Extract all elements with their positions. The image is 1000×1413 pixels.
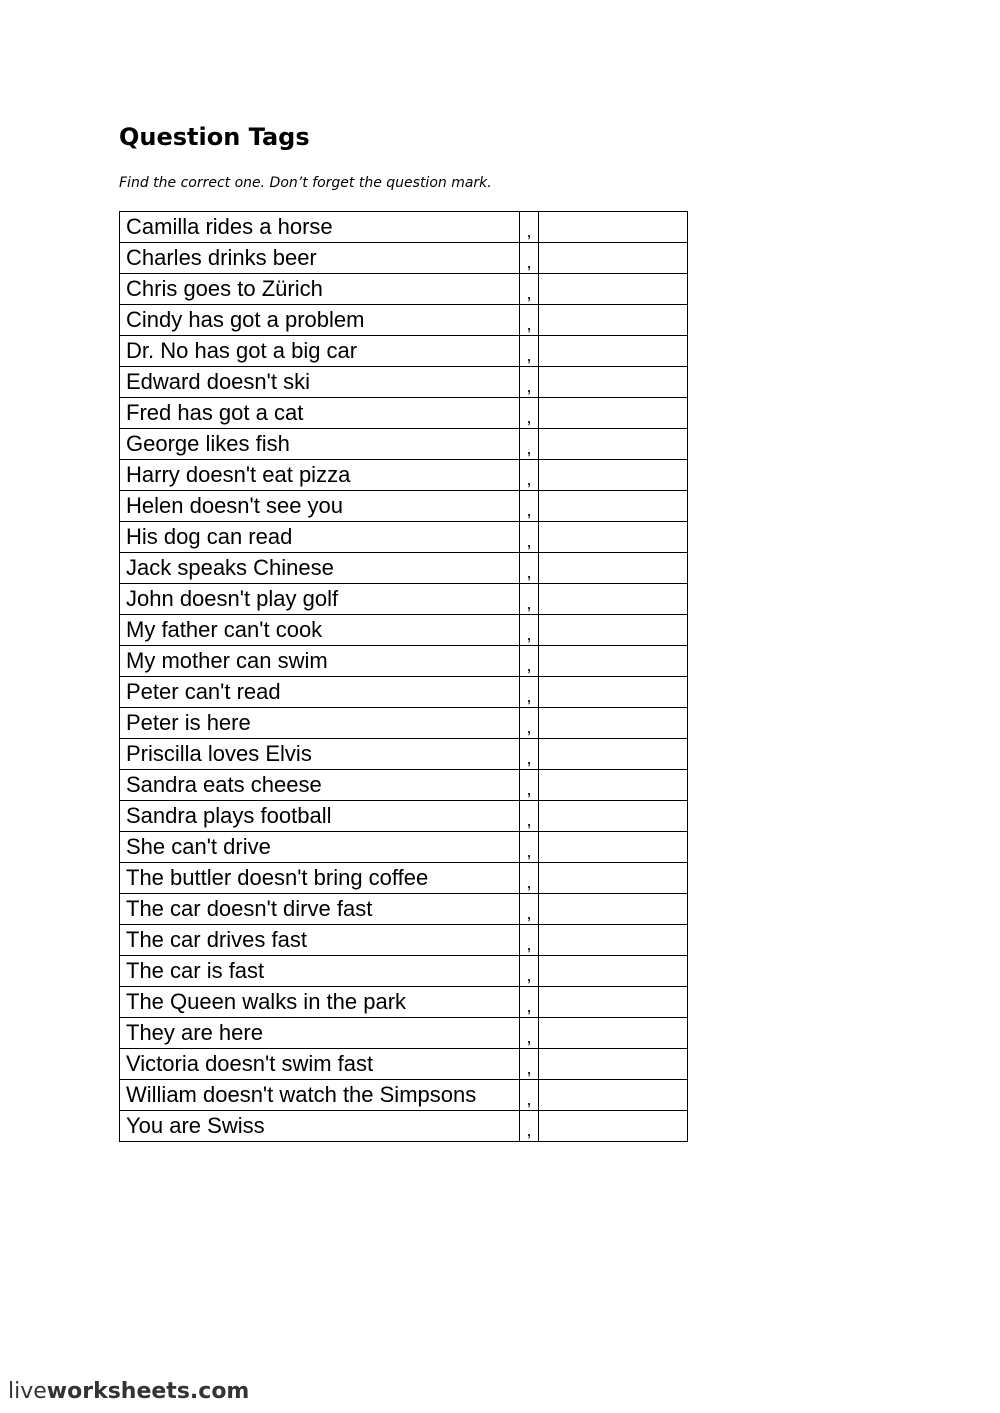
- comma-cell: ,: [520, 243, 539, 274]
- statement-cell: Edward doesn't ski: [120, 367, 520, 398]
- instructions: Find the correct one. Don’t forget the question mark.: [119, 175, 492, 191]
- answer-cell: [539, 739, 688, 770]
- table-body: [120, 212, 688, 1142]
- table-row: [120, 1018, 688, 1049]
- table-row: [120, 708, 688, 739]
- statement-cell: Dr. No has got a big car: [120, 336, 520, 367]
- comma-cell: ,: [520, 863, 539, 894]
- table-row: [120, 243, 688, 274]
- answer-input[interactable]: [539, 678, 687, 707]
- table-row: [120, 553, 688, 584]
- answer-input[interactable]: [539, 802, 687, 831]
- table-row: [120, 336, 688, 367]
- answer-input[interactable]: [539, 647, 687, 676]
- statement-cell: Jack speaks Chinese: [120, 553, 520, 584]
- statement-cell: The car doesn't dirve fast: [120, 894, 520, 925]
- statement-cell: She can't drive: [120, 832, 520, 863]
- statement-cell: Priscilla loves Elvis: [120, 739, 520, 770]
- answer-cell: [539, 398, 688, 429]
- table-row: [120, 1080, 688, 1111]
- answer-cell: [539, 832, 688, 863]
- table-row: [120, 987, 688, 1018]
- answer-cell: [539, 801, 688, 832]
- table-row: [120, 832, 688, 863]
- table-row: [120, 615, 688, 646]
- comma-cell: ,: [520, 584, 539, 615]
- table-row: [120, 367, 688, 398]
- statement-cell: Fred has got a cat: [120, 398, 520, 429]
- answer-input[interactable]: [539, 523, 687, 552]
- comma-cell: ,: [520, 925, 539, 956]
- answer-input[interactable]: [539, 988, 687, 1017]
- comma-cell: ,: [520, 987, 539, 1018]
- statement-cell: My father can't cook: [120, 615, 520, 646]
- statement-cell: The Queen walks in the park: [120, 987, 520, 1018]
- table-row: [120, 739, 688, 770]
- logo-prefix: live: [8, 1379, 47, 1404]
- answer-input[interactable]: [539, 554, 687, 583]
- comma-cell: ,: [520, 770, 539, 801]
- answer-input[interactable]: [539, 1050, 687, 1079]
- logo-suffix: .com: [189, 1379, 250, 1404]
- answer-input[interactable]: [539, 368, 687, 397]
- comma-cell: ,: [520, 553, 539, 584]
- comma-cell: ,: [520, 615, 539, 646]
- answer-cell: [539, 243, 688, 274]
- question-tags-table: [119, 211, 688, 1142]
- statement-cell: Sandra eats cheese: [120, 770, 520, 801]
- table-row: [120, 1049, 688, 1080]
- answer-input[interactable]: [539, 926, 687, 955]
- answer-cell: [539, 460, 688, 491]
- comma-cell: ,: [520, 956, 539, 987]
- table-row: [120, 770, 688, 801]
- comma-cell: ,: [520, 1049, 539, 1080]
- answer-cell: [539, 584, 688, 615]
- table-row: [120, 1111, 688, 1142]
- statement-cell: The car drives fast: [120, 925, 520, 956]
- table-row: [120, 522, 688, 553]
- answer-input[interactable]: [539, 244, 687, 273]
- answer-input[interactable]: [539, 399, 687, 428]
- answer-input[interactable]: [539, 492, 687, 521]
- answer-input[interactable]: [539, 213, 687, 242]
- table-row: [120, 398, 688, 429]
- statement-cell: Cindy has got a problem: [120, 305, 520, 336]
- answer-input[interactable]: [539, 1019, 687, 1048]
- statement-cell: William doesn't watch the Simpsons: [120, 1080, 520, 1111]
- comma-cell: ,: [520, 801, 539, 832]
- statement-cell: You are Swiss: [120, 1111, 520, 1142]
- statement-cell: The buttler doesn't bring coffee: [120, 863, 520, 894]
- answer-cell: [539, 336, 688, 367]
- table-row: [120, 584, 688, 615]
- answer-cell: [539, 770, 688, 801]
- statement-cell: They are here: [120, 1018, 520, 1049]
- answer-cell: [539, 274, 688, 305]
- comma-cell: ,: [520, 1080, 539, 1111]
- answer-cell: [539, 925, 688, 956]
- comma-cell: ,: [520, 212, 539, 243]
- answer-cell: [539, 863, 688, 894]
- comma-cell: ,: [520, 274, 539, 305]
- table-row: [120, 491, 688, 522]
- answer-cell: [539, 212, 688, 243]
- table-row: [120, 305, 688, 336]
- answer-cell: [539, 553, 688, 584]
- answer-cell: [539, 615, 688, 646]
- answer-input[interactable]: [539, 1081, 687, 1110]
- comma-cell: ,: [520, 460, 539, 491]
- comma-cell: ,: [520, 522, 539, 553]
- comma-cell: ,: [520, 367, 539, 398]
- answer-input[interactable]: [539, 709, 687, 738]
- comma-cell: ,: [520, 1018, 539, 1049]
- comma-cell: ,: [520, 677, 539, 708]
- answer-input[interactable]: [539, 740, 687, 769]
- answer-cell: [539, 305, 688, 336]
- table-row: [120, 863, 688, 894]
- table-row: [120, 274, 688, 305]
- table-row: [120, 677, 688, 708]
- answer-input[interactable]: [539, 275, 687, 304]
- comma-cell: ,: [520, 429, 539, 460]
- page-title: Question Tags: [119, 123, 310, 151]
- answer-input[interactable]: [539, 430, 687, 459]
- table-row: [120, 925, 688, 956]
- table-row: [120, 894, 688, 925]
- statement-cell: His dog can read: [120, 522, 520, 553]
- answer-cell: [539, 987, 688, 1018]
- comma-cell: ,: [520, 336, 539, 367]
- comma-cell: ,: [520, 305, 539, 336]
- answer-input[interactable]: [539, 1112, 687, 1141]
- table-row: [120, 212, 688, 243]
- answer-input[interactable]: [539, 461, 687, 490]
- statement-cell: John doesn't play golf: [120, 584, 520, 615]
- comma-cell: ,: [520, 398, 539, 429]
- liveworksheets-logo[interactable]: [8, 1378, 249, 1406]
- statement-cell: Charles drinks beer: [120, 243, 520, 274]
- statement-cell: Peter is here: [120, 708, 520, 739]
- table-row: [120, 429, 688, 460]
- statement-cell: Sandra plays football: [120, 801, 520, 832]
- answer-input[interactable]: [539, 771, 687, 800]
- comma-cell: ,: [520, 894, 539, 925]
- table-row: [120, 646, 688, 677]
- comma-cell: ,: [520, 708, 539, 739]
- table-row: [120, 956, 688, 987]
- answer-cell: [539, 1049, 688, 1080]
- answer-input[interactable]: [539, 337, 687, 366]
- answer-input[interactable]: [539, 957, 687, 986]
- answer-cell: [539, 367, 688, 398]
- answer-cell: [539, 1080, 688, 1111]
- answer-cell: [539, 677, 688, 708]
- statement-cell: George likes fish: [120, 429, 520, 460]
- answer-cell: [539, 522, 688, 553]
- answer-cell: [539, 429, 688, 460]
- statement-cell: Camilla rides a horse: [120, 212, 520, 243]
- answer-input[interactable]: [539, 895, 687, 924]
- statement-cell: The car is fast: [120, 956, 520, 987]
- answer-input[interactable]: [539, 833, 687, 862]
- answer-input[interactable]: [539, 585, 687, 614]
- comma-cell: ,: [520, 739, 539, 770]
- answer-cell: [539, 894, 688, 925]
- table-row: [120, 460, 688, 491]
- logo-main: worksheets: [46, 1379, 190, 1404]
- answer-input[interactable]: [539, 306, 687, 335]
- table-row: [120, 801, 688, 832]
- statement-cell: Chris goes to Zürich: [120, 274, 520, 305]
- statement-cell: Helen doesn't see you: [120, 491, 520, 522]
- answer-cell: [539, 1018, 688, 1049]
- statement-cell: Peter can't read: [120, 677, 520, 708]
- answer-cell: [539, 646, 688, 677]
- answer-cell: [539, 1111, 688, 1142]
- answer-cell: [539, 708, 688, 739]
- comma-cell: ,: [520, 832, 539, 863]
- comma-cell: ,: [520, 646, 539, 677]
- statement-cell: My mother can swim: [120, 646, 520, 677]
- answer-cell: [539, 956, 688, 987]
- answer-cell: [539, 491, 688, 522]
- statement-cell: Harry doesn't eat pizza: [120, 460, 520, 491]
- answer-input[interactable]: [539, 616, 687, 645]
- comma-cell: ,: [520, 1111, 539, 1142]
- answer-input[interactable]: [539, 864, 687, 893]
- statement-cell: Victoria doesn't swim fast: [120, 1049, 520, 1080]
- comma-cell: ,: [520, 491, 539, 522]
